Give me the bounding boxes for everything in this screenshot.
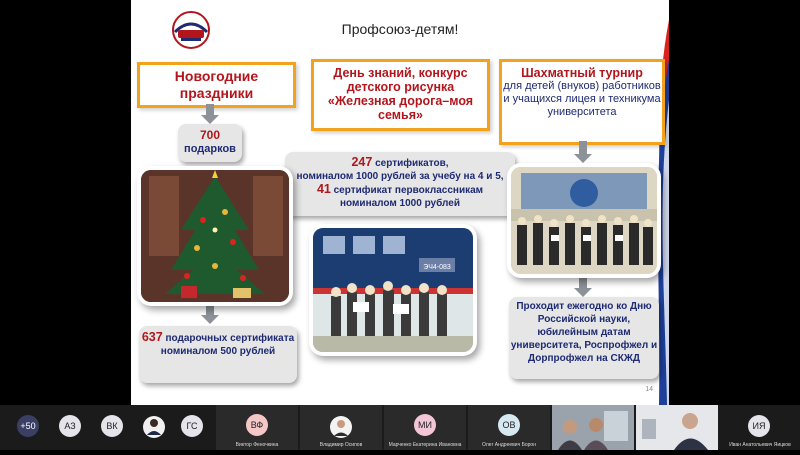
knowledge-day-label: День знаний, конкурс детского рисунка «Железная дорога–моя семья»: [327, 66, 474, 122]
gifts-box: [178, 124, 242, 162]
participant-avatar: ОВ: [498, 414, 520, 436]
participant-avatar[interactable]: ВК: [101, 415, 123, 437]
slide-title: Профсоюз-детям!: [341, 21, 459, 37]
participant-video-tile[interactable]: [137, 405, 171, 450]
cert-text-4: номиналом 1000 рублей: [340, 198, 460, 209]
new-year-box: [137, 62, 296, 108]
participant-video: [552, 405, 634, 450]
participant-video-tile[interactable]: [384, 405, 466, 450]
participant-name: Владимир Осипов: [319, 442, 363, 448]
new-year-certificates-box: [139, 326, 297, 383]
participant-video-tile[interactable]: [300, 405, 382, 450]
train-plate: ЭЧ4-083: [423, 264, 451, 271]
chess-note: Проходит ежегодно ко Дню Российской науки, юбилейным датам университета, Роспрофжел и Дорпрофжел на СКЖД: [510, 301, 658, 364]
participant-video-tile[interactable]: [468, 405, 550, 450]
participant-video-tile[interactable]: [636, 405, 718, 450]
new-year-label: Новогодние праздники: [174, 68, 259, 101]
slide-page-number: 14: [645, 386, 653, 393]
arrow-down-icon: [579, 278, 587, 289]
participant-name: Марченко Екатерина Ивановна: [388, 442, 462, 448]
participant-avatar: МИ: [414, 414, 436, 436]
christmas-tree-photo: [141, 170, 289, 302]
ny-cert-number: 637: [141, 330, 163, 344]
participant-avatar[interactable]: ИЯ: [748, 415, 770, 437]
arrow-down-icon: [206, 304, 214, 316]
participant-name: Иван Анатольевич Яицков: [729, 442, 791, 448]
presentation-slide: [131, 0, 669, 405]
cert-text-3: сертификат первоклассникам: [330, 185, 484, 196]
chess-title: Шахматный турнир: [521, 66, 643, 80]
participant-video-tile[interactable]: [216, 405, 298, 450]
knowledge-day-box: [311, 59, 490, 131]
gifts-number: 700: [199, 128, 221, 142]
chess-note-box: [509, 297, 659, 379]
cert-text-1: сертификатов,: [372, 158, 449, 169]
train-group-photo: [313, 228, 473, 352]
participant-video-tile[interactable]: [552, 405, 634, 450]
arrow-down-icon: [206, 104, 214, 116]
cert-text-2: номиналом 1000 рублей за учебу на 4 и 5,: [296, 171, 504, 182]
participant-avatar: ВФ: [246, 414, 268, 436]
chess-tournament-box: [499, 59, 665, 145]
participant-photo: [137, 405, 171, 450]
participant-video: [636, 405, 718, 450]
gifts-label: подарков: [184, 143, 236, 155]
ny-cert-text: подарочных сертификата номиналом 500 рублей: [160, 333, 295, 357]
participant-name: Виктор Феночкина: [235, 442, 279, 448]
certificates-box: [285, 152, 515, 216]
chess-tournament-photo: [511, 167, 657, 274]
more-participants-button[interactable]: +50: [17, 415, 39, 437]
participant-name: Олег Андреевич Борон: [482, 442, 536, 448]
cert-number-1: 247: [351, 155, 373, 169]
arrow-down-icon: [579, 141, 587, 155]
participant-avatar[interactable]: АЗ: [59, 415, 81, 437]
cert-number-2: 41: [316, 182, 331, 196]
participants-bar: [0, 405, 800, 450]
chess-subtitle: для детей (внуков) работников и учащихся лицея и техникума университета: [503, 80, 661, 118]
participant-avatar[interactable]: ГС: [181, 415, 203, 437]
